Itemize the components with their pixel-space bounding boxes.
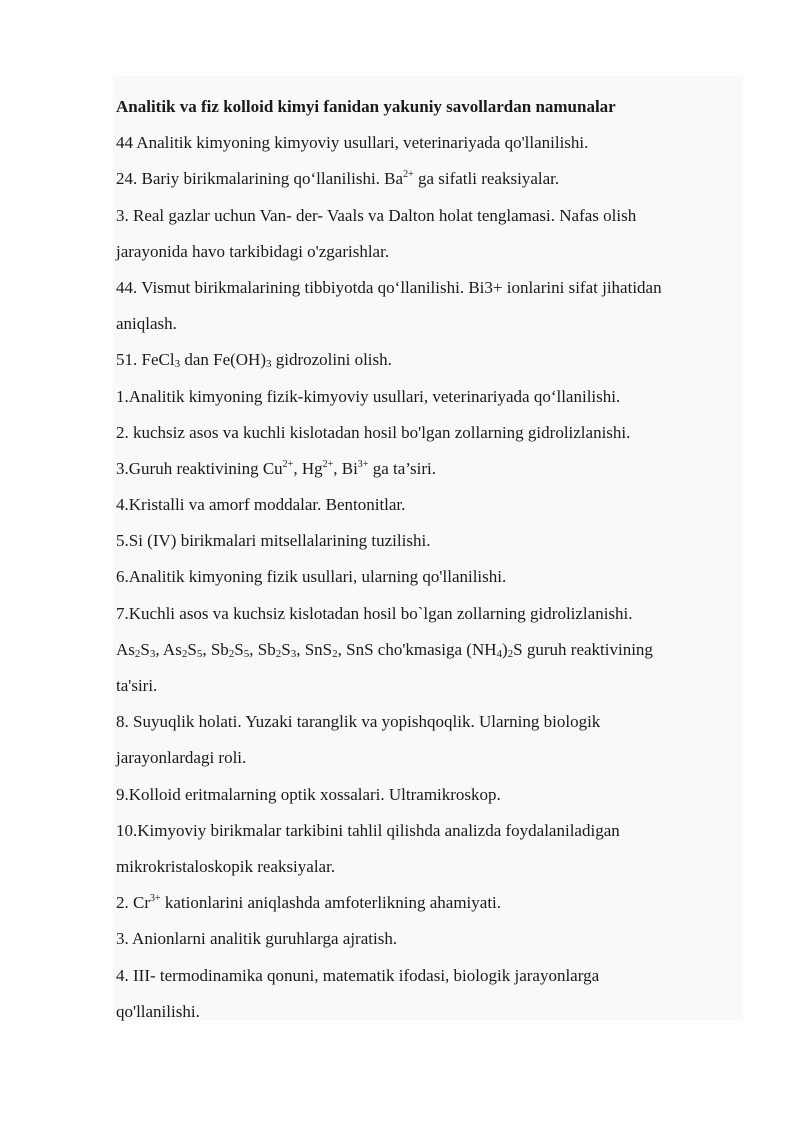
question-4-thermodynamics-line1: 4. III- termodinamika qonuni, matematik ifodasi, biologik jarayonlarga [116,965,600,985]
question-sulfides-line1: $As_2S_3$, $As_2S_5$, $Sb_2S_5$, $Sb_2S_3$, SnS$_2$, SnS cho'kmasiga $(NH_4)_2S$ guruh reaktivining [116,639,653,660]
question-9-colloid-optics: 9.Kolloid eritmalarning optik xossalari. Ultramikroskop. [116,784,501,804]
question-44-bismuth-line2: aniqlash. [116,314,177,334]
question-8-liquid-state-line2: jarayonlardagi roli. [116,748,247,768]
question-51-hydrosol: 51. FeCl$_3$ dan $Fe(OH)_3$ gidrozolini olish. [116,350,392,371]
question-44-bismuth-line1: 44. Vismut birikmalarining tibbiyotda qo‘llanilishi. Bi3+ ionlarini sifat jihatidan [116,277,662,297]
question-24-barium: 24. Bariy birikmalarining qo‘llanilishi. $Ba^{2+}$ ga sifatli reaksiyalar. [116,169,560,189]
document-title: Analitik va fiz kolloid kimyi fanidan yakuniy savollardan namunalar [116,97,616,116]
question-3-group-reagent: 3.Guruh reaktivining $Cu^{2+}$, $Hg^{2+}$, $Bi^{3+}$ ga ta’siri. [116,458,436,478]
question-3-real-gases-line1: 3. Real gazlar uchun Van- der- Vaals va Dalton holat tenglamasi. Nafas olish [116,205,637,225]
document-body [116,89,741,1030]
question-7-strong-base-hydrolysis: 7.Kuchli asos va kuchsiz kislotadan hosil bo`lgan zollarning gidrolizlanishi. [116,603,633,623]
question-1-physicochemical-methods: 1.Analitik kimyoning fizik-kimyoviy usullari, veterinariyada qo‘llanilishi. [116,386,621,406]
question-44-chemical-methods: 44 Analitik kimyoning kimyoviy usullari, veterinariyada qo'llanilishi. [116,133,589,153]
question-10-microcrystalloscopy-line2: mikrokristaloskopik reaksiyalar. [116,856,336,876]
question-3-real-gases-line2: jarayonida havo tarkibidagi o'zgarishlar. [116,241,390,261]
question-5-silicon-micelles: 5.Si (IV) birikmalari mitsellalarining tuzilishi. [116,531,431,551]
question-2-weak-base-hydrolysis: 2. kuchsiz asos va kuchli kislotadan hosil bo'lgan zollarning gidrolizlanishi. [116,422,631,442]
question-2-chromium: 2. $Cr^{3+}$ kationlarini aniqlashda amfoterlikning ahamiyati. [116,893,502,913]
question-4-crystalline-amorphous: 4.Kristalli va amorf moddalar. Bentonitlar. [116,495,406,515]
question-sulfides-line2: ta'siri. [116,676,158,695]
question-10-microcrystalloscopy-line1: 10.Kimyoviy birikmalar tarkibini tahlil qilishda analizda foydalaniladigan [116,820,620,840]
question-3-anions: 3. Anionlarni analitik guruhlarga ajratish. [116,929,398,949]
question-6-physical-methods: 6.Analitik kimyoning fizik usullari, ularning qo'llanilishi. [116,567,507,587]
question-4-thermodynamics-line2: qo'llanilishi. [116,1001,200,1021]
question-8-liquid-state-line1: 8. Suyuqlik holati. Yuzaki taranglik va yopishqoqlik. Ularning biologik [116,712,601,732]
